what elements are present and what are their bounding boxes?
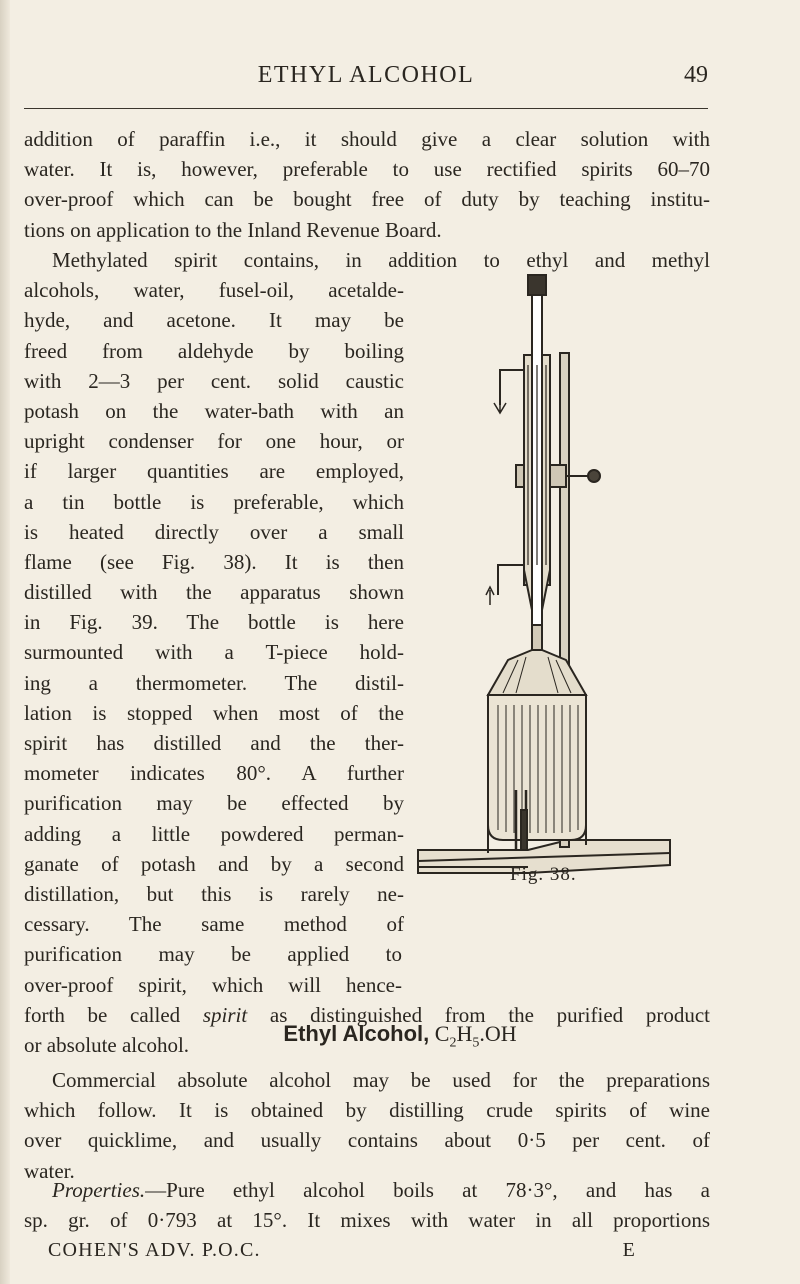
- page-number: 49: [684, 62, 708, 88]
- text-line: tions on application to the Inland Revenue Board.: [24, 217, 442, 242]
- text-line: addition of paraffin i.e., it should give a clear solution with: [24, 127, 710, 151]
- text-line: spirit has distilled and the ther-: [24, 731, 404, 755]
- text-line: water.: [24, 1158, 75, 1183]
- text-run: —Pure ethyl alcohol boils at 78·3°, and has a: [145, 1178, 710, 1202]
- text-line: over quicklime, and usually contains about 0·5 per cent. of: [24, 1128, 710, 1153]
- figure-caption: Fig. 38.: [510, 864, 577, 885]
- page-header: [24, 62, 708, 102]
- text-line: which follow. It is obtained by distilling crude spirits of wine: [24, 1098, 710, 1123]
- paragraph-3: [24, 1065, 710, 1186]
- page-gutter: [0, 0, 10, 1284]
- text-line: Methylated spirit contains, in addition to ethyl and methyl: [52, 248, 710, 272]
- text-line: freed from aldehyde by boiling: [24, 338, 404, 363]
- text-line: surmounted with a T-piece hold-: [24, 640, 404, 665]
- text-line: hyde, and acetone. It may be: [24, 308, 404, 333]
- text-line: mometer indicates 80°. A further: [24, 761, 404, 786]
- distillation-apparatus-figure: [408, 265, 708, 925]
- text-line: cessary. The same method of: [24, 912, 404, 937]
- text-line: water. It is, however, preferable to use rectified spirits 60–70: [24, 157, 710, 182]
- text-line: ing a thermometer. The distil-: [24, 670, 404, 695]
- paragraph-4: [24, 1175, 710, 1235]
- italic-term: spirit: [202, 1002, 248, 1027]
- formula-part: C: [434, 1021, 450, 1046]
- formula-subscript: 2: [449, 1035, 457, 1051]
- text-line: or absolute alcohol.: [24, 1032, 190, 1057]
- text-line: is heated directly over a small: [24, 519, 404, 544]
- formula-subscript: 5: [472, 1035, 480, 1051]
- formula-part: .OH: [479, 1021, 517, 1046]
- text-line: lation is stopped when most of the: [24, 700, 404, 725]
- formula-part: H: [456, 1021, 473, 1046]
- running-head: ETHYL ALCOHOL: [257, 62, 475, 88]
- printer-signature: [48, 1239, 688, 1262]
- text-line: a tin bottle is preferable, which: [24, 489, 404, 514]
- header-rule: [24, 108, 708, 109]
- text-line: alcohols, water, fusel-oil, acetalde-: [24, 278, 404, 303]
- italic-label: Properties.: [52, 1178, 146, 1202]
- text-line: ganate of potash and by a second: [24, 851, 404, 876]
- text-line: distilled with the apparatus shown: [24, 580, 404, 605]
- text-line: flame (see Fig. 38). It is then: [24, 549, 404, 574]
- text-line: [24, 1175, 710, 1205]
- signature-mark: E: [622, 1239, 636, 1261]
- text-run: as distinguished from the purified product: [247, 1002, 710, 1027]
- text-line: purification may be applied to: [24, 942, 402, 967]
- text-line: upright condenser for one hour, or: [24, 429, 404, 454]
- text-line: potash on the water-bath with an: [24, 398, 404, 423]
- text-line: distillation, but this is rarely ne-: [24, 881, 404, 906]
- text-line: purification may be effected by: [24, 791, 404, 816]
- section-heading: [0, 1021, 800, 1051]
- text-line: over-proof which can be bought free of duty by teaching institu-: [24, 187, 710, 212]
- signature-text: COHEN'S ADV. P.O.C.: [48, 1239, 261, 1261]
- section-title: Ethyl Alcohol,: [283, 1021, 430, 1046]
- text-line: adding a little powdered perman-: [24, 821, 404, 846]
- text-line: Commercial absolute alcohol may be used for the preparations: [52, 1068, 710, 1092]
- text-line: if larger quantities are employed,: [24, 459, 404, 484]
- text-run: forth be called: [24, 1002, 203, 1027]
- text-line: with 2—3 per cent. solid caustic: [24, 368, 404, 393]
- text-line: in Fig. 39. The bottle is here: [24, 610, 404, 635]
- text-line: sp. gr. of 0·793 at 15°. It mixes with water in all proportions: [24, 1208, 710, 1233]
- paragraph-1: [24, 124, 710, 245]
- text-line: over-proof spirit, which will hence-: [24, 972, 402, 997]
